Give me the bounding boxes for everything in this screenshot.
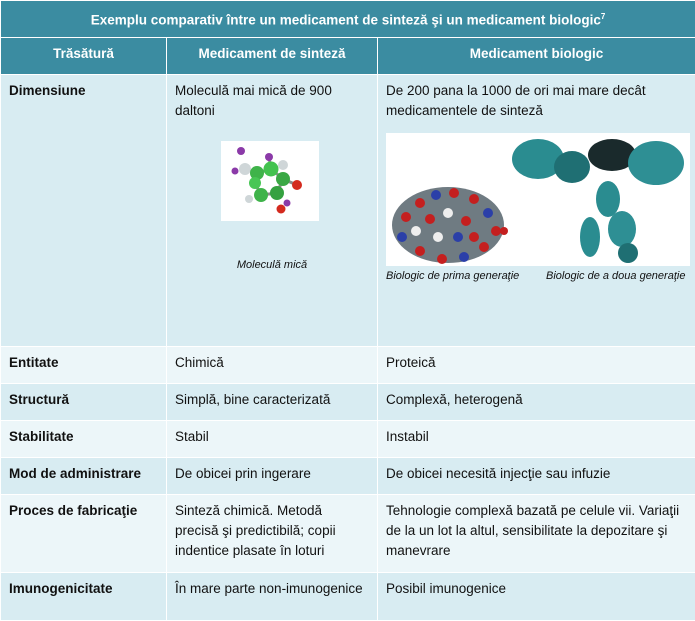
title-reference: 7 — [601, 12, 605, 21]
row-label: Dimensiune — [1, 74, 167, 346]
cell-synthetic: În mare parte non-imunogenice — [167, 572, 378, 620]
row-label: Proces de fabricaţie — [1, 494, 167, 572]
cell-text: Moleculă mai mică de 900 daltoni — [175, 81, 369, 121]
small-molecule-caption: Moleculă mică — [175, 255, 369, 275]
cell-biologic: Proteică — [378, 346, 695, 383]
table-row-dimension — [1, 74, 695, 346]
row-label: Entitate — [1, 346, 167, 383]
cell-biologic: Tehnologie complexă bazată pe celule vii. Variaţii de la un lot la altul, sensibilitate la depozitare şi manevrare — [378, 494, 695, 572]
cell-biologic: Posibil imunogenice — [378, 572, 695, 620]
cell-synthetic — [167, 74, 378, 346]
cell-biologic: Instabil — [378, 420, 695, 457]
table-row-administration — [1, 457, 695, 494]
caption-second-generation: Biologic de a doua generaţie — [546, 268, 685, 284]
table-title — [1, 1, 695, 38]
row-label: Mod de administrare — [1, 457, 167, 494]
header-trait: Trăsătură — [1, 37, 167, 74]
cell-synthetic: Sinteză chimică. Metodă precisă şi predictibilă; copii indentice plasate în loturi — [167, 494, 378, 572]
table-row-structure — [1, 383, 695, 420]
table-title-text: Exemplu comparativ între un medicament de sinteză şi un medicament biologic — [91, 13, 601, 28]
row-label: Structură — [1, 383, 167, 420]
cell-text: De 200 pana la 1000 de ori mai mare decât medicamentele de sinteză — [386, 81, 687, 121]
cell-biologic — [378, 74, 695, 346]
small-molecule-image — [221, 141, 319, 221]
table-row-entity — [1, 346, 695, 383]
cell-biologic: De obicei necesită injecţie sau infuzie — [378, 457, 695, 494]
biologic-captions — [386, 268, 687, 284]
cell-synthetic: Chimică — [167, 346, 378, 383]
cell-biologic: Complexă, heterogenă — [378, 383, 695, 420]
biologic-molecules-image — [386, 133, 690, 266]
cell-synthetic: Stabil — [167, 420, 378, 457]
row-label: Imunogenicitate — [1, 572, 167, 620]
row-label: Stabilitate — [1, 420, 167, 457]
table-row-stability — [1, 420, 695, 457]
caption-first-generation: Biologic de prima generaţie — [386, 268, 544, 284]
cell-synthetic: De obicei prin ingerare — [167, 457, 378, 494]
cell-synthetic: Simplă, bine caracterizată — [167, 383, 378, 420]
table-row-manufacturing — [1, 494, 695, 572]
header-biologic: Medicament biologic — [378, 37, 695, 74]
header-synthetic: Medicament de sinteză — [167, 37, 378, 74]
